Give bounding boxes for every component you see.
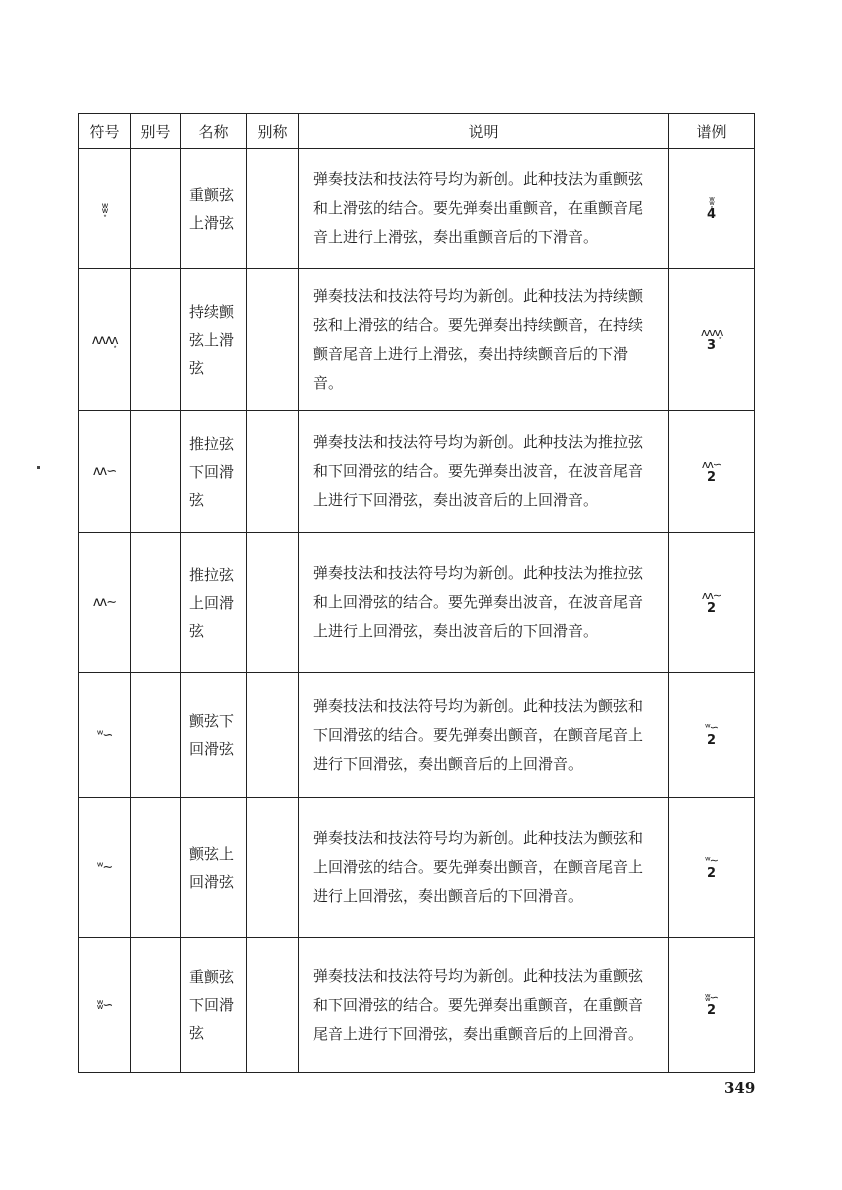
alias-symbol-cell xyxy=(131,149,181,269)
technique-name-line: 回滑弦 xyxy=(189,740,235,758)
page-number: 349 xyxy=(724,1079,756,1097)
technique-symbol: ʌʌ∼ xyxy=(79,533,131,673)
technique-name-cell xyxy=(181,411,247,533)
technique-name-line: 弦 xyxy=(189,490,205,509)
technique-name-line: 弦 xyxy=(189,358,205,377)
table-row xyxy=(79,533,755,673)
technique-name-line: 推拉弦 xyxy=(189,565,235,584)
alias-name-cell xyxy=(247,673,299,798)
technique-table xyxy=(78,113,755,1073)
score-example-cell xyxy=(669,938,755,1073)
technique-name-cell xyxy=(181,149,247,269)
alias-symbol-cell xyxy=(131,798,181,938)
table-row xyxy=(79,411,755,533)
technique-name-line: 下回滑 xyxy=(189,996,235,1014)
table-row xyxy=(79,798,755,938)
score-example-cell xyxy=(669,798,755,938)
technique-name-line: 弦上滑 xyxy=(189,330,235,349)
technique-name-line: 回滑弦 xyxy=(189,872,235,891)
header-alias-symbol: 别号 xyxy=(131,114,181,149)
technique-symbol: ʌʌʌʌ͙ xyxy=(79,269,131,411)
example-symbol: ʌʌ∽ xyxy=(701,457,722,471)
technique-symbol: ʌʌ∽ xyxy=(79,411,131,533)
technique-description: 弹奏技法和技法符号均为新创。此种技法为推拉弦和上回滑弦的结合。要先弹奏出波音，在波音尾音上进行上回滑弦，奏出波音后的下回滑音。 xyxy=(299,533,669,673)
table-row xyxy=(79,673,755,798)
alias-name-cell xyxy=(247,798,299,938)
alias-symbol-cell xyxy=(131,938,181,1073)
example-note-number: 2 xyxy=(706,865,717,881)
technique-symbol: ʬ͙ xyxy=(79,149,131,269)
alias-name-cell xyxy=(247,149,299,269)
alias-name-cell xyxy=(247,938,299,1073)
technique-description: 弹奏技法和技法符号均为新创。此种技法为持续颤弦和上滑弦的结合。要先弹奏出持续颤音，在持续颤音尾音上进行上滑弦，奏出持续颤音后的下滑音。 xyxy=(299,269,669,411)
alias-name-cell xyxy=(247,411,299,533)
example-symbol: ʷ∽ xyxy=(705,721,718,734)
header-symbol: 符号 xyxy=(79,114,131,149)
technique-name-line: 颤弦上 xyxy=(189,844,235,863)
example-symbol: ʌʌʌʌ͙ xyxy=(700,325,723,339)
example-symbol: ʷ∼ xyxy=(705,853,718,867)
technique-name-line: 弦 xyxy=(189,621,205,640)
alias-symbol-cell xyxy=(131,411,181,533)
example-note-number: 2 xyxy=(706,600,717,616)
example-symbol: ʬ∽ xyxy=(705,991,718,1004)
technique-name-line: 颤弦下 xyxy=(189,712,235,730)
example-note-number: 2 xyxy=(706,469,717,485)
score-example-cell xyxy=(669,269,755,411)
technique-description: 弹奏技法和技法符号均为新创。此种技法为重颤弦和下回滑弦的结合。要先弹奏出重颤音，在重颤音尾音上进行下回滑弦，奏出重颤音后的上回滑音。 xyxy=(299,938,669,1073)
header-description: 说明 xyxy=(299,114,669,149)
example-note-number: 2 xyxy=(706,733,717,748)
table-row xyxy=(79,269,755,411)
score-example-cell xyxy=(669,149,755,269)
table-row xyxy=(79,938,755,1073)
technique-name-cell xyxy=(181,798,247,938)
alias-symbol-cell xyxy=(131,269,181,411)
alias-symbol-cell xyxy=(131,533,181,673)
technique-name-cell xyxy=(181,673,247,798)
technique-name-line: 上滑弦 xyxy=(189,213,235,232)
score-example-cell xyxy=(669,533,755,673)
example-note-number: 2 xyxy=(706,1003,717,1018)
technique-description: 弹奏技法和技法符号均为新创。此种技法为颤弦和上回滑弦的结合。要先弹奏出颤音，在颤音尾音上进行上回滑弦，奏出颤音后的下回滑音。 xyxy=(299,798,669,938)
technique-name-line: 重颤弦 xyxy=(189,968,235,986)
technique-name-line: 弦 xyxy=(189,1024,205,1042)
technique-name-line: 持续颤 xyxy=(189,302,235,321)
technique-name-cell xyxy=(181,533,247,673)
technique-description: 弹奏技法和技法符号均为新创。此种技法为重颤弦和上滑弦的结合。要先弹奏出重颤音，在重颤音尾音上进行上滑弦，奏出重颤音后的下滑音。 xyxy=(299,149,669,269)
example-symbol: ʬ͙ xyxy=(709,194,714,208)
technique-symbol: ʷ∼ xyxy=(79,798,131,938)
technique-description: 弹奏技法和技法符号均为新创。此种技法为推拉弦和下回滑弦的结合。要先弹奏出波音，在波音尾音上进行下回滑弦，奏出波音后的上回滑音。 xyxy=(299,411,669,533)
example-note-number: 4 xyxy=(706,206,717,222)
technique-description: 弹奏技法和技法符号均为新创。此种技法为颤弦和下回滑弦的结合。要先弹奏出颤音，在颤音尾音上进行下回滑弦，奏出颤音后的上回滑音。 xyxy=(299,673,669,798)
header-example: 谱例 xyxy=(669,114,755,149)
example-note-number: 3 xyxy=(706,337,717,353)
table-header-row xyxy=(79,114,755,149)
example-symbol: ʌʌ∼ xyxy=(701,588,722,602)
technique-name-line: 重颤弦 xyxy=(189,185,235,204)
technique-symbol: ʬ∽ xyxy=(79,938,131,1073)
table-row xyxy=(79,149,755,269)
alias-name-cell xyxy=(247,269,299,411)
technique-name-line: 推拉弦 xyxy=(189,434,235,453)
score-example-cell xyxy=(669,673,755,798)
technique-name-line: 下回滑 xyxy=(189,462,235,481)
header-name: 名称 xyxy=(181,114,247,149)
alias-name-cell xyxy=(247,533,299,673)
margin-dot xyxy=(37,466,40,469)
technique-name-line: 上回滑 xyxy=(189,593,235,612)
technique-symbol: ʷ∽ xyxy=(79,673,131,798)
header-alias-name: 别称 xyxy=(247,114,299,149)
technique-name-cell xyxy=(181,938,247,1073)
alias-symbol-cell xyxy=(131,673,181,798)
score-example-cell xyxy=(669,411,755,533)
technique-name-cell xyxy=(181,269,247,411)
